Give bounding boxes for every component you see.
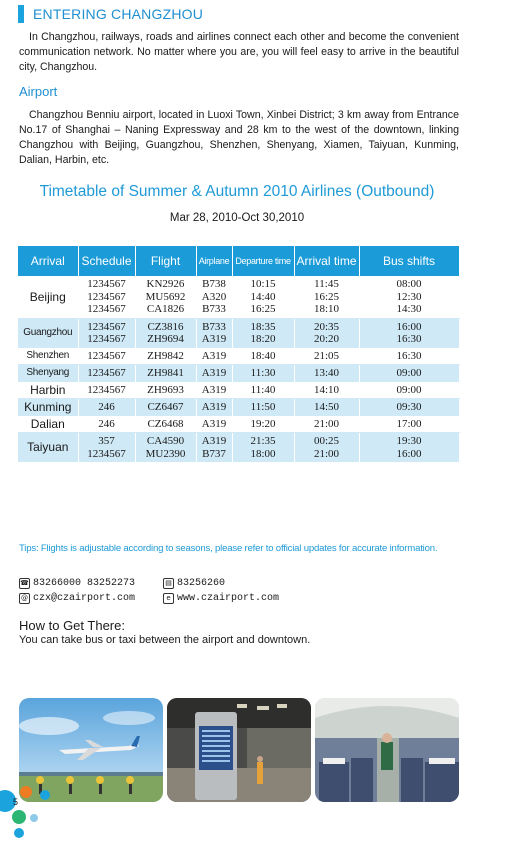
col-airplane: Airplane — [196, 246, 232, 276]
section-accent-bar — [18, 5, 24, 23]
departure-time: 18:35 — [250, 320, 276, 333]
decor-dot — [30, 814, 38, 822]
arrival-time: 21:00 — [313, 417, 340, 430]
departure-time: 11:40 — [250, 383, 276, 396]
flight-timetable — [18, 246, 460, 462]
airplane-type-cell — [196, 416, 232, 433]
airplane-type: A319 — [201, 383, 227, 396]
table-row — [18, 365, 459, 382]
departure-time: 18:40 — [250, 349, 276, 362]
arrival-time-cell — [294, 276, 359, 318]
phone-contact — [19, 578, 135, 589]
departure-time: 18:00 — [250, 447, 276, 460]
flight-number: CA4590 — [146, 435, 185, 447]
section-header — [18, 5, 203, 23]
decor-dot — [14, 828, 24, 838]
email-address[interactable]: czx@czairport.com — [33, 593, 136, 604]
arrival-time-cell — [294, 416, 359, 433]
how-to-get-there-title: How to Get There: — [19, 618, 125, 633]
departure-time: 18:20 — [250, 333, 276, 345]
arrival-city: Kunming — [18, 399, 78, 416]
flight-number-cell — [135, 399, 196, 416]
airplane-type: B738 — [202, 278, 226, 290]
flight-number: CZ3816 — [147, 320, 184, 333]
arrival-time-cell — [294, 348, 359, 365]
how-to-get-there-text: You can take bus or taxi between the airport and downtown. — [19, 634, 311, 646]
flight-number-cell — [135, 318, 196, 348]
bus-shift-cell — [359, 382, 459, 399]
bus-shift-cell — [359, 399, 459, 416]
bus-shift: 08:00 — [396, 278, 422, 290]
schedule: 1234567 — [87, 383, 126, 396]
departure-time-cell — [232, 382, 294, 399]
bus-shift-cell — [359, 276, 459, 318]
bus-shift-cell — [359, 318, 459, 348]
airplane-type-cell — [196, 276, 232, 318]
arrival-time: 00:25 — [313, 435, 340, 447]
arrival-time: 20:35 — [313, 320, 340, 333]
arrival-time: 14:50 — [313, 401, 340, 413]
fax-contact — [163, 578, 225, 589]
flight-number: ZH9694 — [147, 333, 184, 345]
col-departure-time: Departure time — [232, 246, 294, 276]
arrival-city: Guangzhou — [18, 318, 78, 348]
cabin-photo — [315, 698, 459, 802]
departure-time-cell — [232, 276, 294, 318]
schedule: 1234567 — [87, 278, 126, 290]
flight-number-cell — [135, 382, 196, 399]
arrival-city: Shenyang — [18, 365, 78, 382]
table-row — [18, 318, 459, 348]
page-number: 5 — [13, 797, 19, 807]
flight-number: ZH9693 — [147, 383, 184, 396]
schedule: 1234567 — [87, 349, 126, 362]
table-row — [18, 382, 459, 399]
airplane-type: A319 — [201, 401, 227, 413]
bus-shift-cell — [359, 433, 459, 463]
email-icon: @ — [21, 594, 28, 602]
schedule: 1234567 — [87, 367, 126, 379]
airport-paragraph: Changzhou Benniu airport, located in Luoxi Town, Xinbei District; 3 km away from Entrance No.17 of Shanghai – Naning Expressway and 28 km to the west of the downtown, linking Changzhou with Beijing, Guangzhou, Shenzhen, Shenyang, Xiamen, Taiyuan, Kunming, Dalian, Harbin, etc. — [19, 109, 459, 166]
bus-shift: 16:00 — [396, 447, 422, 460]
schedule: 357 — [98, 435, 115, 447]
airplane-type: A319 — [201, 367, 227, 379]
arrival-city: Taiyuan — [18, 433, 78, 463]
fax-icon: ▤ — [163, 578, 174, 589]
flight-number: ZH9842 — [147, 349, 184, 362]
bus-shift: 16:00 — [396, 320, 422, 333]
airplane-type: B733 — [202, 303, 226, 315]
arrival-time: 21:00 — [313, 447, 340, 460]
departure-time-cell — [232, 399, 294, 416]
bus-shift: 17:00 — [396, 417, 422, 430]
flight-number: CZ6467 — [147, 401, 184, 413]
schedule: 1234567 — [87, 290, 126, 303]
departure-time: 10:15 — [250, 278, 276, 290]
bus-shift: 09:00 — [396, 367, 422, 379]
bus-shift: 19:30 — [396, 435, 422, 447]
flight-number: MU2390 — [145, 447, 186, 460]
airplane-type: A319 — [201, 349, 227, 362]
table-row — [18, 399, 459, 416]
flight-number-cell — [135, 348, 196, 365]
table-row — [18, 433, 459, 463]
decor-dot — [20, 786, 32, 798]
departure-time: 16:25 — [250, 303, 276, 315]
schedule-cell — [78, 365, 135, 382]
departure-time: 19:20 — [250, 417, 276, 430]
timetable-title: Timetable of Summer & Autumn 2010 Airlines (Outbound) — [39, 183, 435, 200]
schedule-cell — [78, 348, 135, 365]
phone-icon: ☎ — [20, 579, 29, 587]
phone-numbers: 83266000 83252273 — [33, 578, 136, 589]
flight-number-cell — [135, 416, 196, 433]
email-contact — [19, 593, 135, 604]
section-title: ENTERING CHANGZHOU — [33, 6, 204, 22]
airplane-type: B737 — [202, 447, 226, 460]
table-row — [18, 348, 459, 365]
airport-heading: Airport — [19, 84, 58, 99]
airplane-type: A320 — [201, 290, 227, 303]
departure-time-cell — [232, 416, 294, 433]
arrival-city: Harbin — [18, 382, 78, 399]
col-bus-shifts: Bus shifts — [359, 246, 459, 276]
arrival-time-cell — [294, 382, 359, 399]
flight-number: CA1826 — [146, 303, 185, 315]
schedule: 246 — [98, 401, 115, 413]
schedule: 1234567 — [87, 320, 126, 333]
departure-time: 11:30 — [250, 367, 276, 379]
departure-time-cell — [232, 365, 294, 382]
departure-time-cell — [232, 433, 294, 463]
schedule-cell — [78, 276, 135, 318]
timetable-dates: Mar 28, 2010-Oct 30,2010 — [169, 212, 305, 224]
flight-number-cell — [135, 276, 196, 318]
airplane-type: A319 — [201, 435, 227, 447]
schedule-cell — [78, 433, 135, 463]
table-row — [18, 276, 459, 318]
table-header-row — [18, 246, 459, 276]
decor-dot — [12, 810, 26, 824]
flight-number: CZ6468 — [147, 417, 184, 430]
departure-time: 21:35 — [250, 435, 276, 447]
bus-shift: 14:30 — [396, 303, 422, 315]
schedule-cell — [78, 399, 135, 416]
airplane-type-cell — [196, 382, 232, 399]
col-arrival: Arrival — [18, 246, 78, 276]
website-url[interactable]: www.czairport.com — [177, 593, 280, 604]
bus-shift-cell — [359, 365, 459, 382]
bus-shift-cell — [359, 348, 459, 365]
arrival-time-cell — [294, 399, 359, 416]
arrival-city: Beijing — [18, 276, 78, 318]
airplane-photo — [19, 698, 163, 802]
col-flight: Flight — [135, 246, 196, 276]
departure-time-cell — [232, 348, 294, 365]
schedule: 1234567 — [87, 447, 126, 460]
arrival-city: Dalian — [18, 416, 78, 433]
flight-number: ZH9841 — [147, 367, 184, 379]
schedule-cell — [78, 318, 135, 348]
airplane-type-cell — [196, 348, 232, 365]
flight-number: MU5692 — [145, 290, 186, 303]
bus-shift-cell — [359, 416, 459, 433]
bus-shift: 09:00 — [396, 383, 422, 396]
airplane-type-cell — [196, 365, 232, 382]
bus-shift: 16:30 — [396, 333, 422, 345]
col-schedule: Schedule — [78, 246, 135, 276]
airplane-type-cell — [196, 318, 232, 348]
flight-number-cell — [135, 433, 196, 463]
bus-shift: 16:30 — [396, 349, 422, 362]
airplane-type: B733 — [202, 320, 226, 333]
bus-shift: 09:30 — [396, 401, 422, 413]
schedule: 246 — [98, 417, 115, 430]
schedule-cell — [78, 416, 135, 433]
arrival-time: 18:10 — [313, 303, 340, 315]
arrival-time: 11:45 — [314, 278, 339, 290]
flight-number: KN2926 — [146, 278, 185, 290]
departure-time-cell — [232, 318, 294, 348]
col-arrival-time: Arrival time — [294, 246, 359, 276]
arrival-city: Shenzhen — [18, 348, 78, 365]
departure-time: 14:40 — [250, 290, 276, 303]
flight-number-cell — [135, 365, 196, 382]
airplane-type-cell — [196, 433, 232, 463]
arrival-time: 14:10 — [313, 383, 340, 396]
web-contact — [163, 593, 279, 604]
arrival-time-cell — [294, 318, 359, 348]
fax-number: 83256260 — [177, 578, 226, 589]
arrival-time: 20:20 — [313, 333, 340, 345]
decor-dot — [40, 790, 50, 800]
airplane-type: A319 — [201, 333, 227, 345]
globe-icon: e — [163, 593, 174, 604]
table-row — [18, 416, 459, 433]
airplane-type-cell — [196, 399, 232, 416]
schedule: 1234567 — [87, 333, 126, 345]
bus-shift: 12:30 — [396, 290, 422, 303]
terminal-photo — [167, 698, 311, 802]
schedule: 1234567 — [87, 303, 126, 315]
arrival-time: 21:05 — [313, 349, 340, 362]
departure-time: 11:50 — [250, 401, 276, 413]
tips-note: Tips: Flights is adjustable according to seasons, please refer to official updates for accurate information. — [19, 543, 438, 554]
arrival-time-cell — [294, 433, 359, 463]
intro-paragraph: In Changzhou, railways, roads and airlines connect each other and become the convenient communication network. No matter where you are, you will feel easy to arrive in the beautiful city, Changzhou. — [19, 31, 459, 73]
arrival-time-cell — [294, 365, 359, 382]
schedule-cell — [78, 382, 135, 399]
arrival-time: 13:40 — [313, 367, 340, 379]
arrival-time: 16:25 — [313, 290, 340, 303]
airplane-type: A319 — [201, 417, 227, 430]
